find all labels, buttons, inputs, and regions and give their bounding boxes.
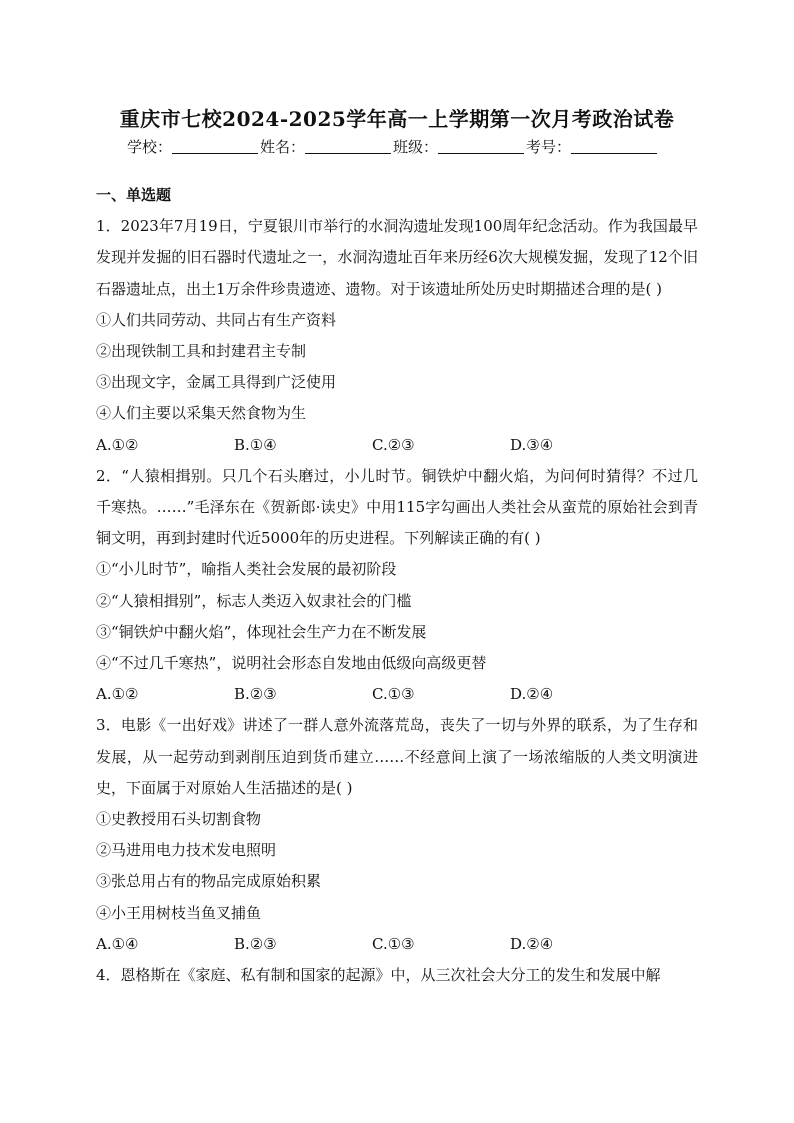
exam-title: 重庆市七校2024-2025学年高一上学期第一次月考政治试卷 [119, 107, 675, 131]
option-a[interactable]: A.①④ [96, 934, 139, 953]
statement-item: ④小王用树枝当鱼叉捕鱼 [96, 903, 262, 922]
statement-item: ③出现文字，金属工具得到广泛使用 [96, 373, 337, 392]
option-d[interactable]: D.②④ [510, 685, 554, 704]
statement-item: ④“不过几千寒热”，说明社会形态自发地由低级向高级更替 [96, 654, 487, 673]
answer-options [96, 430, 698, 461]
question-4 [96, 960, 698, 991]
question-2 [96, 461, 698, 711]
student-info-line [127, 136, 659, 157]
option-c[interactable]: C.②③ [372, 435, 415, 454]
school-blank[interactable] [172, 139, 258, 154]
statement-item: ②“人猿相揖别”，标志人类迈入奴隶社会的门槛 [96, 591, 412, 610]
exam-number-blank[interactable] [571, 139, 657, 154]
option-d[interactable]: D.②④ [510, 934, 554, 953]
answer-options [96, 679, 698, 710]
question-stem: 2．“人猿相揖别。只几个石头磨过，小儿时节。铜铁炉中翻火焰，为问何时猜得？不过几千寒热。……”毛泽东在《贺新郎·读史》中用115字勾画出人类社会从蛮荒的原始社会到青铜文明，再到封建时代近5000年的历史进程。下列解读正确的有( ) [96, 466, 698, 548]
section-heading: 一、单选题 [96, 186, 172, 204]
statement-item: ①史教授用石头切割食物 [96, 810, 262, 829]
statement-item: ①“小儿时节”，喻指人类社会发展的最初阶段 [96, 560, 397, 579]
exam-number-label: 考号： [526, 138, 572, 156]
exam-content [96, 180, 698, 991]
class-blank[interactable] [438, 139, 524, 154]
answer-options [96, 929, 698, 960]
question-3 [96, 710, 698, 960]
name-label: 姓名： [260, 138, 306, 156]
statement-item: ③“铜铁炉中翻火焰”，体现社会生产力在不断发展 [96, 622, 427, 641]
question-1 [96, 211, 698, 461]
name-blank[interactable] [305, 139, 391, 154]
option-b[interactable]: B.①④ [234, 435, 277, 454]
option-b[interactable]: B.②③ [234, 685, 277, 704]
question-stem: 1．2023年7月19日，宁夏银川市举行的水洞沟遗址发现100周年纪念活动。作为我国最早发现并发掘的旧石器时代遗址之一，水洞沟遗址百年来历经6次大规模发掘，发现了12个旧石器遗址点，出土1万余件珍贵遗迹、遗物。对于该遗址所处历史时期描述合理的是( ) [96, 217, 698, 298]
question-stem: 3．电影《一出好戏》讲述了一群人意外流落荒岛，丧失了一切与外界的联系，为了生存和发展，从一起劳动到剥削压迫到货币建立……不经意间上演了一场浓缩版的人类文明演进史，下面属于对原始人生活描述的是( ) [96, 716, 698, 797]
statement-item: ②马进用电力技术发电照明 [96, 841, 277, 860]
option-b[interactable]: B.②③ [234, 934, 277, 953]
option-c[interactable]: C.①③ [372, 685, 415, 704]
statement-item: ①人们共同劳动、共同占有生产资料 [96, 310, 337, 329]
school-label: 学校： [127, 138, 173, 156]
option-a[interactable]: A.①② [96, 435, 139, 454]
option-d[interactable]: D.③④ [510, 435, 554, 454]
question-stem: 4．恩格斯在《家庭、私有制和国家的起源》中，从三次社会大分工的发生和发展中解 [96, 966, 661, 985]
statement-item: ③张总用占有的物品完成原始积累 [96, 872, 322, 891]
statement-item: ④人们主要以采集天然食物为生 [96, 404, 307, 423]
class-label: 班级： [393, 138, 439, 156]
option-c[interactable]: C.①③ [372, 934, 415, 953]
statement-item: ②出现铁制工具和封建君主专制 [96, 342, 307, 361]
option-a[interactable]: A.①② [96, 685, 139, 704]
